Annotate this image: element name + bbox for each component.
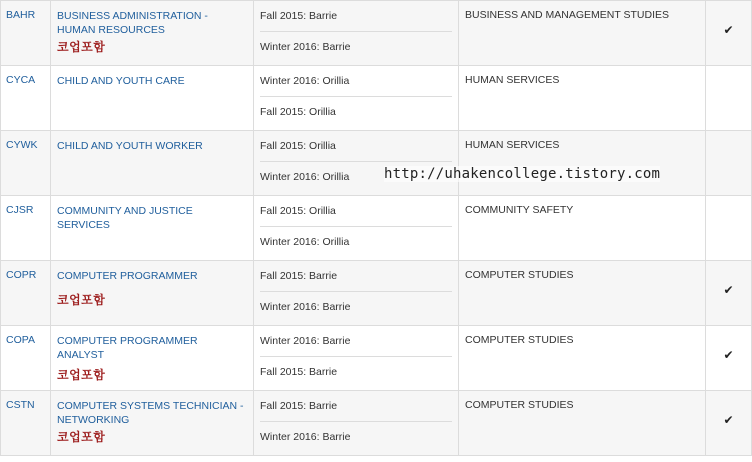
coop-note: 코업포함 bbox=[57, 368, 106, 382]
program-code: CSTN bbox=[1, 391, 51, 456]
check-icon: ✔ bbox=[723, 413, 734, 427]
term-entry: Fall 2015: Orillia bbox=[260, 205, 336, 217]
table-row bbox=[1, 131, 752, 196]
program-name-link[interactable]: CHILD AND YOUTH CARE bbox=[57, 75, 185, 87]
program-area: COMPUTER STUDIES bbox=[459, 326, 706, 391]
watermark-url: http://uhakencollege.tistory.com bbox=[384, 166, 661, 182]
program-name-link[interactable]: CHILD AND YOUTH WORKER bbox=[57, 140, 203, 152]
term-entry: Fall 2015: Barrie bbox=[260, 270, 338, 282]
term-entry: Winter 2016: Barrie bbox=[260, 421, 452, 452]
program-code: COPR bbox=[1, 261, 51, 326]
program-name-link[interactable]: COMMUNITY AND JUSTICE SERVICES bbox=[57, 205, 193, 231]
check-icon: ✔ bbox=[723, 23, 734, 37]
table-row bbox=[1, 66, 752, 131]
program-code: BAHR bbox=[1, 1, 51, 66]
table-row bbox=[1, 326, 752, 391]
term-entry: Winter 2016: Barrie bbox=[260, 335, 351, 347]
term-entry: Fall 2015: Barrie bbox=[260, 400, 338, 412]
check-icon: ✔ bbox=[723, 283, 734, 297]
program-code: COPA bbox=[1, 326, 51, 391]
coop-note: 코업포함 bbox=[57, 40, 106, 54]
program-area: BUSINESS AND MANAGEMENT STUDIES bbox=[459, 1, 706, 66]
term-entry: Fall 2015: Orillia bbox=[260, 140, 336, 152]
table-row bbox=[1, 391, 752, 456]
program-name-link[interactable]: COMPUTER SYSTEMS TECHNICIAN - NETWORKING bbox=[57, 400, 244, 426]
program-area: HUMAN SERVICES bbox=[459, 131, 706, 196]
term-entry: Winter 2016: Barrie bbox=[260, 291, 452, 322]
term-entry: Fall 2015: Barrie bbox=[260, 356, 452, 387]
coop-note: 코업포함 bbox=[57, 430, 106, 444]
program-area: COMMUNITY SAFETY bbox=[459, 196, 706, 261]
program-area: COMPUTER STUDIES bbox=[459, 261, 706, 326]
check-icon: ✔ bbox=[723, 348, 734, 362]
program-name-link[interactable]: COMPUTER PROGRAMMER bbox=[57, 270, 198, 282]
program-code: CYWK bbox=[1, 131, 51, 196]
coop-note: 코업포함 bbox=[57, 293, 106, 307]
program-name-link[interactable]: COMPUTER PROGRAMMER ANALYST bbox=[57, 335, 198, 361]
term-entry: Fall 2015: Barrie bbox=[260, 10, 338, 22]
program-code: CJSR bbox=[1, 196, 51, 261]
term-entry: Winter 2016: Orillia bbox=[260, 75, 350, 87]
term-entry: Winter 2016: Orillia bbox=[260, 226, 452, 257]
table-row bbox=[1, 1, 752, 66]
program-code: CYCA bbox=[1, 66, 51, 131]
table-row bbox=[1, 196, 752, 261]
program-area: COMPUTER STUDIES bbox=[459, 391, 706, 456]
term-entry: Winter 2016: Barrie bbox=[260, 31, 452, 62]
program-name-link[interactable]: BUSINESS ADMINISTRATION - HUMAN RESOURCES bbox=[57, 10, 208, 36]
term-entry: Fall 2015: Orillia bbox=[260, 96, 452, 127]
program-area: HUMAN SERVICES bbox=[459, 66, 706, 131]
term-entry: Winter 2016: Orillia bbox=[260, 161, 452, 192]
table-row bbox=[1, 261, 752, 326]
